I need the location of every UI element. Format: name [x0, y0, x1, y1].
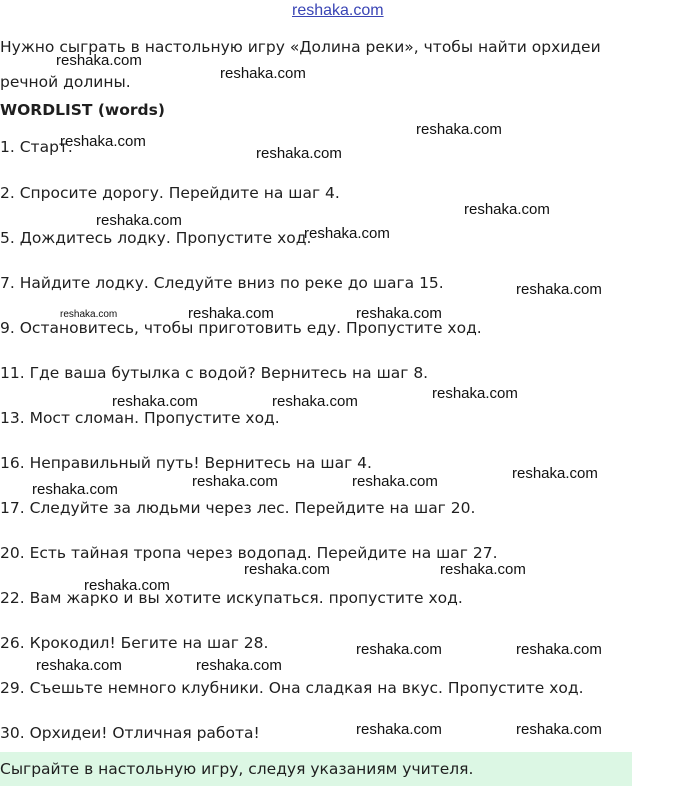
watermark: reshaka.com — [356, 641, 442, 658]
watermark: reshaka.com — [196, 657, 282, 674]
wordlist-item: 20. Есть тайная тропа через водопад. Перейдите на шаг 27. — [0, 544, 498, 562]
watermark: reshaka.com — [352, 473, 438, 490]
watermark: reshaka.com — [220, 65, 306, 82]
watermark: reshaka.com — [432, 385, 518, 402]
watermark: reshaka.com — [304, 225, 390, 242]
watermark: reshaka.com — [60, 133, 146, 150]
wordlist-item: 9. Остановитесь, чтобы приготовить еду. Пропустите ход. — [0, 319, 482, 337]
wordlist-item: 26. Крокодил! Бегите на шаг 28. — [0, 634, 269, 652]
watermark: reshaka.com — [356, 721, 442, 738]
intro-text: Нужно сыграть в настольную игру «Долина реки», чтобы найти орхидеи речной долины. — [0, 38, 601, 91]
watermark: reshaka.com — [356, 305, 442, 322]
wordlist-item: 17. Следуйте за людьми через лес. Перейдите на шаг 20. — [0, 499, 476, 517]
watermark: reshaka.com — [188, 305, 274, 322]
watermark: reshaka.com — [416, 121, 502, 138]
watermark: reshaka.com — [256, 145, 342, 162]
wordlist-item: 2. Спросите дорогу. Перейдите на шаг 4. — [0, 184, 340, 202]
watermark: reshaka.com — [516, 721, 602, 738]
wordlist-item: 22. Вам жарко и вы хотите искупаться. пропустите ход. — [0, 589, 463, 607]
wordlist-item: 11. Где ваша бутылка с водой? Вернитесь на шаг 8. — [0, 364, 429, 382]
watermark: reshaka.com — [60, 309, 118, 320]
watermark: reshaka.com — [272, 393, 358, 410]
watermark: reshaka.com — [56, 52, 142, 69]
wordlist-item: 7. Найдите лодку. Следуйте вниз по реке до шага 15. — [0, 274, 444, 292]
wordlist-item: 13. Мост сломан. Пропустите ход. — [0, 409, 280, 427]
site-link[interactable]: reshaka.com — [292, 2, 384, 19]
wordlist-item: 1. Старт. — [0, 138, 73, 156]
watermark: reshaka.com — [112, 393, 198, 410]
watermark: reshaka.com — [96, 212, 182, 229]
watermark: reshaka.com — [516, 281, 602, 298]
watermark: reshaka.com — [464, 201, 550, 218]
wordlist-item: 5. Дождитесь лодку. Пропустите ход. — [0, 229, 312, 247]
watermark: reshaka.com — [84, 577, 170, 594]
watermark: reshaka.com — [36, 657, 122, 674]
wordlist-item: 29. Съешьте немного клубники. Она сладкая на вкус. Пропустите ход. — [0, 679, 584, 697]
instruction-banner: Сыграйте в настольную игру, следуя указаниям учителя. — [0, 752, 632, 786]
watermark: reshaka.com — [516, 641, 602, 658]
wordlist-item: 16. Неправильный путь! Вернитесь на шаг 4. — [0, 454, 372, 472]
wordlist-item: 30. Орхидеи! Отличная работа! — [0, 724, 260, 742]
watermark: reshaka.com — [244, 561, 330, 578]
watermark: reshaka.com — [512, 465, 598, 482]
wordlist-title: WORDLIST (words) — [0, 101, 165, 119]
watermark: reshaka.com — [32, 481, 118, 498]
watermark: reshaka.com — [192, 473, 278, 490]
watermark: reshaka.com — [440, 561, 526, 578]
